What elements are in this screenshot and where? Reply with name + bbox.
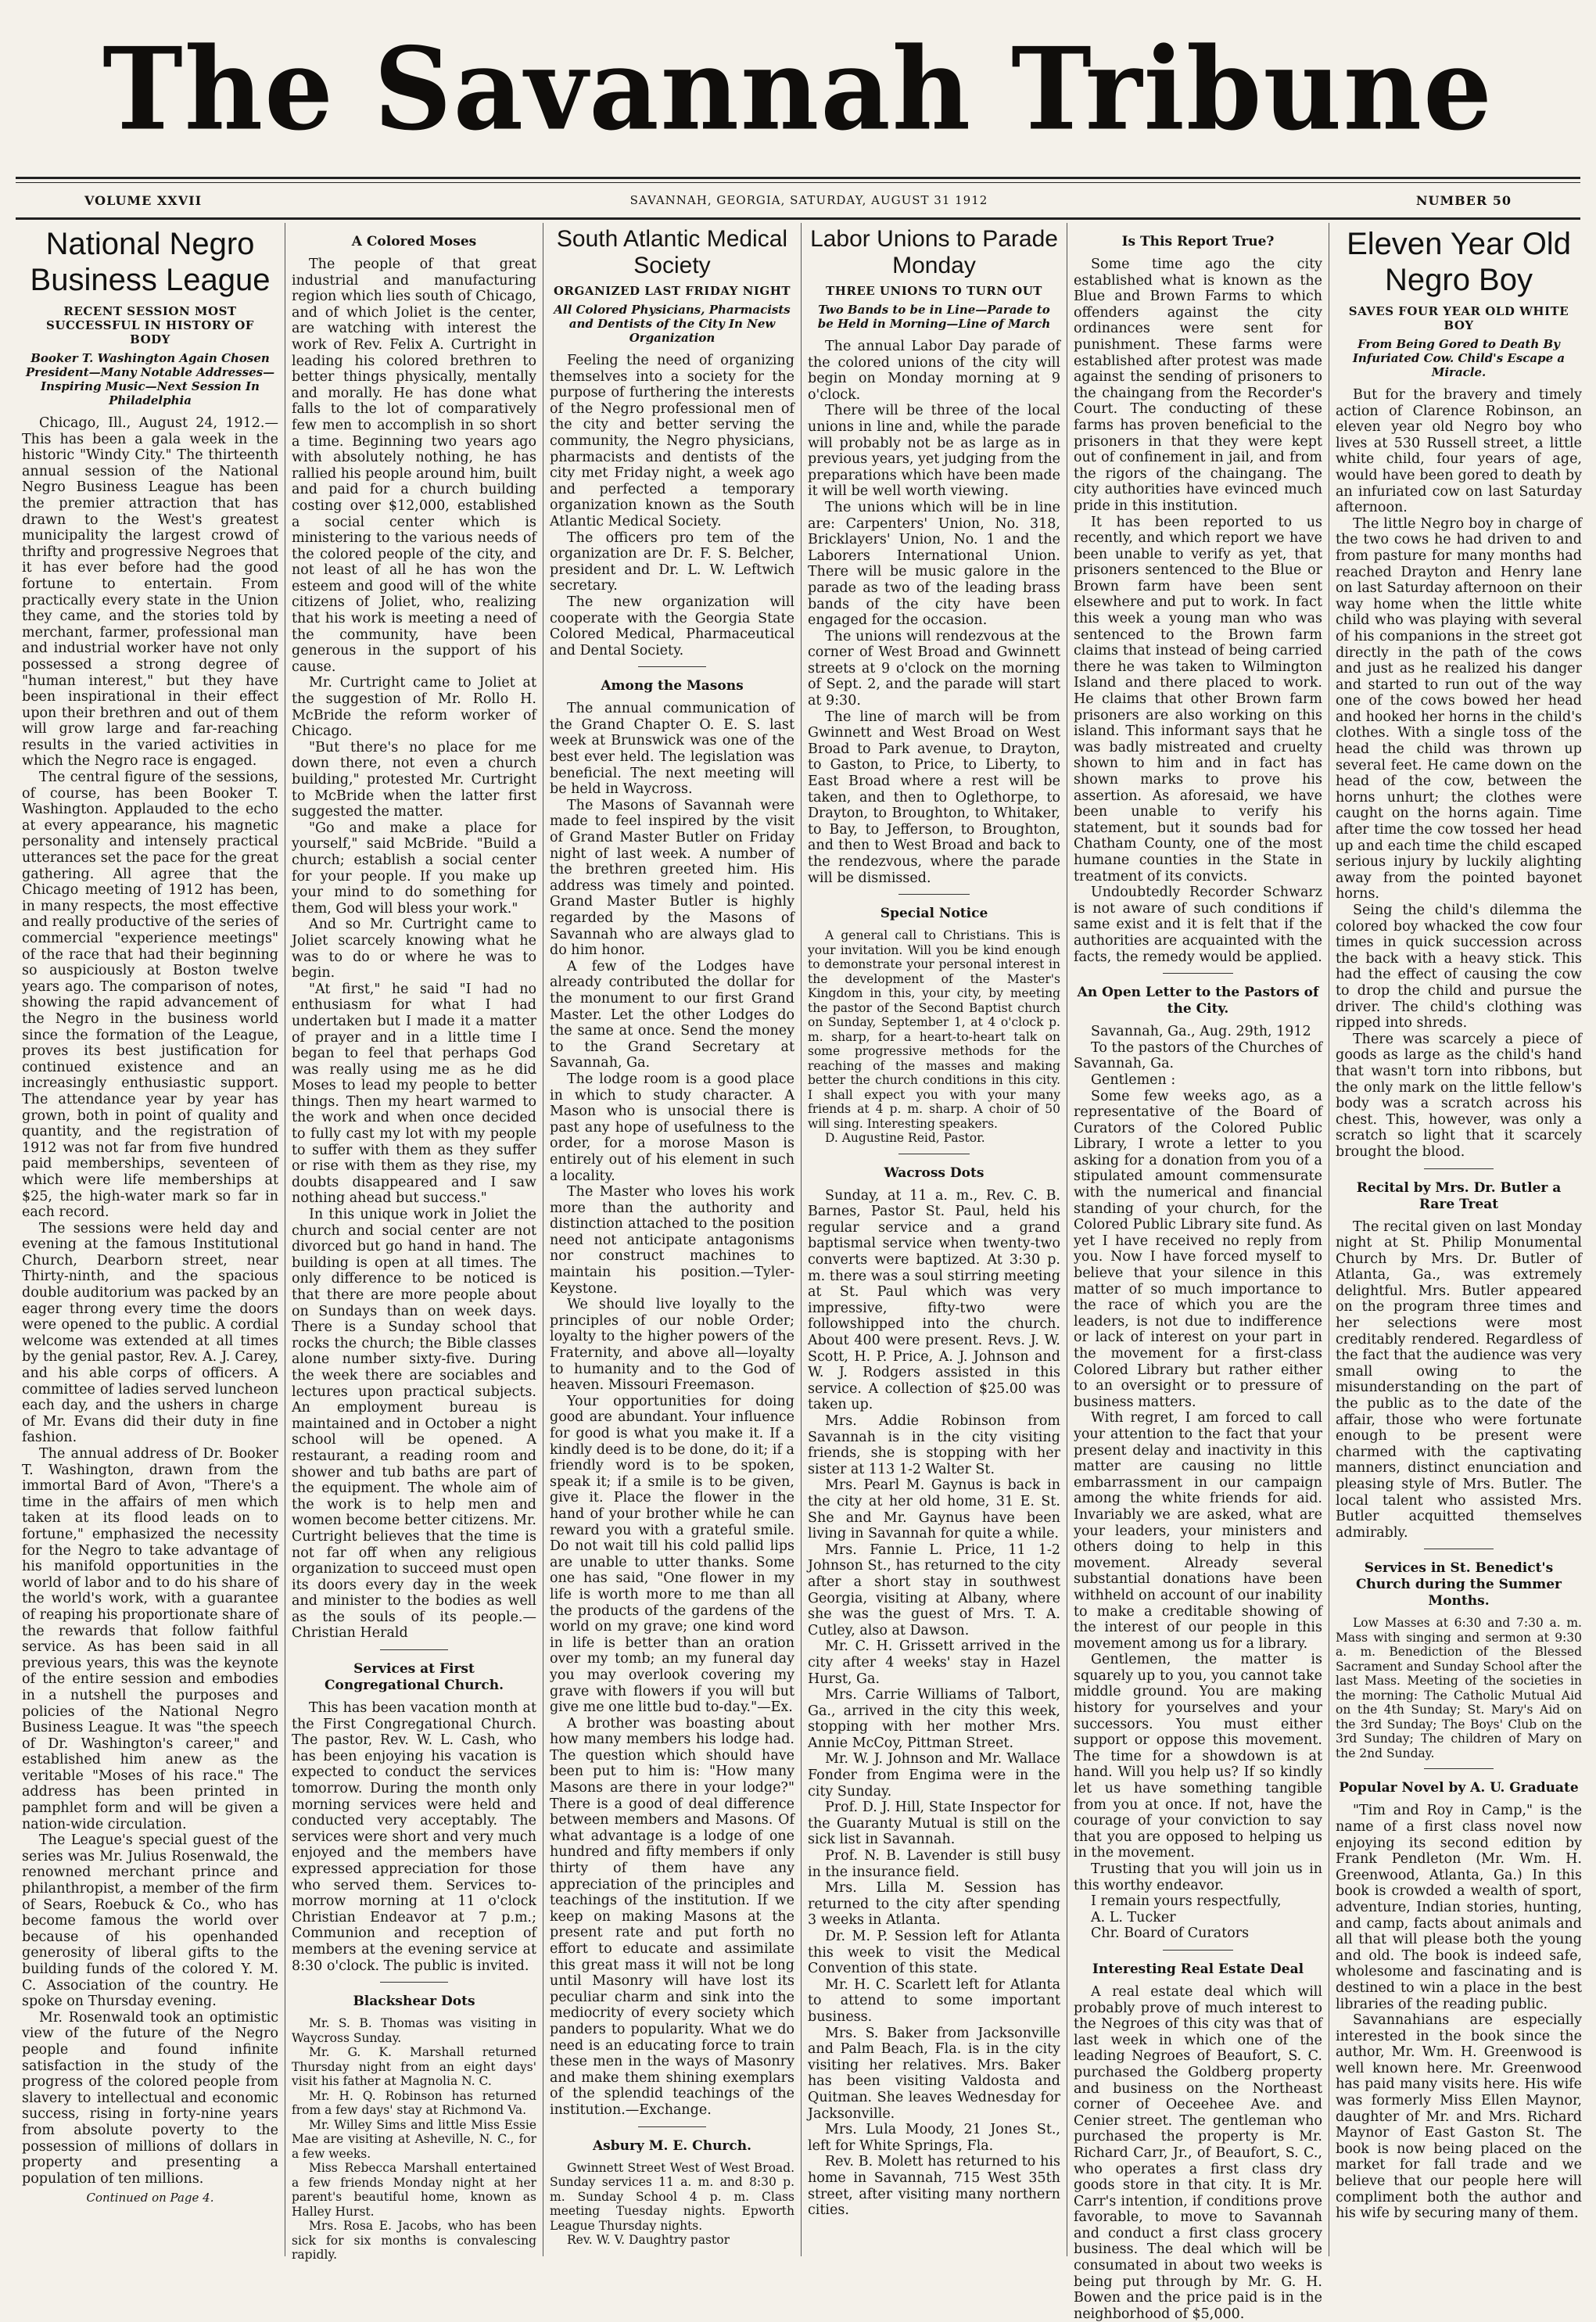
issue-number: NUMBER 50 — [1415, 192, 1512, 208]
paragraph: The League's special guest of the series was Mr. Julius Rosenwald, the renowned merchant prince and philanthropist, a member of the firm of Sears, Roebuck & Co., who has become famous the world over because of his openhanded generosity of liberal gifts to the building funds of the colored Y. M. C. Association of the country. He spoke on Thursday evening. — [22, 1832, 278, 2010]
article-body-report-true — [1074, 257, 1322, 965]
paragraph: The Masons of Savannah were made to feel inspired by the visit of Grand Master Butler on Friday night of last week. A number of the brethren greeted him. His address was timely and pointed. Grand Master Butler is highly regarded by the Masons of Savannah who are always glad to do him honor. — [550, 797, 794, 959]
paragraph: Mrs. Addie Robinson from Savannah is in the city visiting friends, she is stopping with her sister at 113 1-2 Walter St. — [808, 1413, 1060, 1477]
section-rule — [1424, 1168, 1493, 1169]
paragraph: Feeling the need of organizing themselves into a society for the purpose of furthering the interests of the Negro professional men of the city and better serving the community, the Negro physicians, pharmacists and dentists of the city met Friday night, a week ago and perfected a temporary organization known as the South Atlantic Medical Society. — [550, 353, 794, 529]
paragraph: Miss Rebecca Marshall entertained a few friends Monday night at her parent's beautiful home, known as Halley Hurst. — [292, 2161, 536, 2219]
section-rule — [380, 1982, 449, 1983]
paragraph: There was scarcely a piece of goods as large as the child's hand that wasn't torn into ribbons, but the only mark on the little fellow's body was a scratch across his chest. This, however, was only a scratch so light that it scarcely brought the blood. — [1336, 1031, 1582, 1160]
deck-medical-society: All Colored Physicians, Pharmacists and Dentists of the City In New Organization — [554, 303, 791, 345]
paragraph: Some time ago the city established what is known as the Blue and Brown Farms to which offenders against the city ordinances were sent for punishment. These farms were established after protest was made against the sending of prisoners to the chaingang from the Recorder's Court. The conducting of these farms has proven beneficial to the prisoners in that they were kept out of confinement in jail, and from the rigors of the chaingang. The city authorities have evinced much pride in this institution. — [1074, 257, 1322, 514]
paragraph: This has been vacation month at the First Congregational Church. The pastor, Rev. W. L. Cash, who has been enjoying his vacation is expected to conduct the services tomorrow. During the month only morning services were held and conducted very acceptably. The services were short and very much enjoyed and the members have expressed appreciation for those who served them. Services to-morrow morning at 11 o'clock Christian Endeavor at 7 p.m.; Communion and reception of members at the evening service at 8:30 o'clock. The public is invited. — [292, 1700, 536, 1974]
article-body-asbury-church — [550, 2161, 794, 2248]
article-columns — [16, 223, 1582, 2322]
column-4 — [802, 223, 1067, 2256]
headline-negro-boy: Eleven Year Old Negro Boy — [1347, 227, 1571, 297]
paragraph: We should live loyally to the principles of our noble Order; loyalty to the higher powers of the Fraternity, and above all—loyalty to humanity and to the God of heaven. Missouri Freemason. — [550, 1297, 794, 1394]
paragraph: I remain yours respectfully, — [1091, 1893, 1282, 1910]
headline-popular-novel: Popular Novel by A. U. Graduate — [1339, 1780, 1579, 1796]
article-body-negro-boy — [1336, 387, 1582, 1161]
paragraph: But for the bravery and timely action of Clarence Robinson, an eleven year old Negro boy who lives at 530 Russell street, a little white child, four years of age, would have been gored to death by an infuriated cow on last Saturday afternoon. — [1336, 387, 1582, 516]
article-body-first-congregational — [292, 1700, 536, 1974]
paragraph: Sunday, at 11 a. m., Rev. C. B. Barnes, Pastor St. Paul, held his regular service and a grand baptismal service when twenty-two converts were baptized. At 3:30 p. m. there was a soul stirring meeting at St. Paul which was very impressive, fifty-two were followshipped into the church. About 400 were present. Revs. J. W. Scott, H. P. Price, A. J. Johnson and W. J. Rodgers assisted in this service. A collection of $25.00 was taken up. — [808, 1187, 1060, 1413]
headline-blackshear-dots: Blackshear Dots — [353, 1994, 475, 2010]
article-body-labor-unions — [808, 339, 1060, 886]
paragraph: Mr. H. Q. Robinson has returned from a few days' stay at Richmond Va. — [292, 2088, 536, 2118]
paragraph: And so Mr. Curtright came to Joliet scarcely knowing what he was to do or where he was to begin. — [292, 917, 536, 982]
headline-st-benedicts: Services in St. Benedict's Church during the Summer Months. — [1356, 1560, 1562, 1610]
paragraph: Mrs. Fannie L. Price, 11 1-2 Johnson St., has returned to the city after a short stay in southwest Georgia, visiting at Albany, where she was the guest of Mrs. T. A. Cutley, also at Dawson. — [808, 1541, 1060, 1638]
article-body-popular-novel — [1336, 1803, 1582, 2221]
paragraph: The recital given on last Monday night at St. Philip Monumental Church by Mrs. Dr. Butler of Atlanta, Ga., was extremely delightful. Mrs. Butler appeared on the program three times and her selections were most creditably rendered. Regardless of the fact that the audience was very small owing to the misunderstanding on the part of the public as to the date of the affair, those who were fortunate enough to be present were charmed with the captivating manners, distinct enunciation and pleasing style of Mrs. Butler. The local talent who assisted Mrs. Butler acquitted themselves admirably. — [1336, 1218, 1582, 1541]
paragraph: Mr. C. H. Grissett arrived in the city after 4 weeks' stay in Hazel Hurst, Ga. — [808, 1638, 1060, 1687]
paragraph: There will be three of the local unions in line and, while the parade will probably not be as large as in previous years, yet judging from the preparations which have been made it will be well worth viewing. — [808, 403, 1060, 500]
paragraph: Gentlemen : — [1091, 1071, 1176, 1088]
paragraph: "Go and make a place for yourself," said McBride. "Build a church; establish a social center for your people. If you make up your mind to do something for them, God will bless your work." — [292, 820, 536, 917]
paragraph: Rev. W. V. Daughtry pastor — [567, 2233, 730, 2248]
place-date: SAVANNAH, GEORGIA, SATURDAY, AUGUST 31 1912 — [629, 193, 988, 207]
headline-business-league: National Negro Business League — [30, 227, 271, 297]
paragraph: Prof. N. B. Lavender is still busy in the insurance field. — [808, 1848, 1060, 1880]
section-rule — [380, 1649, 449, 1650]
article-body-special-notice — [808, 928, 1060, 1146]
article-body-real-estate — [1074, 1984, 1322, 2322]
volume-label: VOLUME XXVII — [84, 192, 203, 208]
paragraph: D. Augustine Reid, Pastor. — [825, 1131, 985, 1146]
paragraph: A real estate deal which will probably prove of much interest to the Negroes of this city was that of last week in which one of the leading Negroes of Beaufort, S. C. purchased the Goldberg property and business on the Northeast corner of Oeceehee Ave. and Cenier street. The gentleman who purchased the property is Mr. Richard Carr, Jr., of Beaufort, S. C., who operates a first class dry goods store in that city. It is Mr. Carr's intention, if conditions prove favorable, to move to Savannah and conduct a first class grocery business. The deal which will be consumated in about two weeks is being put through by Mr. G. H. Bowen and the price paid is in the neighborhood of $5,000. — [1074, 1983, 1322, 2322]
headline-wacross-dots: Wacross Dots — [884, 1165, 984, 1181]
paragraph: Mrs. Pearl M. Gaynus is back in the city at her old home, 31 E. St. She and Mr. Gaynus have been living in Savannah for quite a while. — [808, 1477, 1060, 1542]
paragraph: It has been reported to us recently, and which report we have been unable to verify as yet, that prisoners sentenced to the Blue or Brown farm have been sent elsewhere and put to work. In fact this week a young man who was sentenced to the Brown farm claims that instead of being carried there he was taken to Wilmington Island and there placed to work. He claims that other Brown farm prisoners are also working on this island. This informant says that he was badly mistreated and cruelty shown to him and in fact has shown marks to prove his assertion. As aforesaid, we have been unable to verify his statement, but it sounds bad for Chatham County, one of the most humane counties in the State in treatment of its convicts. — [1074, 514, 1322, 885]
paragraph: The annual Labor Day parade of the colored unions of the city will begin on Monday morning at 9 o'clock. — [808, 339, 1060, 403]
column-3 — [543, 223, 802, 2256]
paragraph: Mr. Willey Sims and little Miss Essie Mae are visiting at Asheville, N. C., for a few weeks. — [292, 2117, 536, 2161]
paragraph: The new organization will cooperate with the Georgia State Colored Medical, Pharmaceutical and Dental Society. — [550, 594, 794, 659]
section-rule — [898, 894, 969, 895]
paragraph: Chicago, Ill., August 24, 1912.—This has been a gala week in the historic "Windy City." The thirteenth annual session of the National Negro Business League has been the premier attraction that has drawn to the West's greatest municipality the largest crowd of thrifty and progressive Negroes that it has ever before had the good fortune to entertain. From practically every state in the Union they came, and the stories told by merchant, farmer, professional man and industrial worker have not only possessed a strong degree of "human interest," but they have been inspirational in their effect upon their brethren and out of them will grow large and far-reaching results in the varied activities in which the Negro race is engaged. — [22, 415, 278, 770]
article-body-among-masons — [550, 701, 794, 2118]
subhead-medical-society: ORGANIZED LAST FRIDAY NIGHT — [553, 284, 791, 298]
paragraph: Chr. Board of Curators — [1091, 1925, 1250, 1942]
paragraph: Mrs. S. Baker from Jacksonville and Palm Beach, Fla. is in the city visiting her relatives. Mrs. Baker has been visiting Valdosta and Quitman. She leaves Wednesday for Jacksonville. — [808, 2025, 1060, 2122]
paragraph: A few of the Lodges have already contributed the dollar for the monument to our first Grand Master. Let the other Lodges do the same at once. Send the money to the Grand Secretary at Savannah, Ga. — [550, 958, 794, 1071]
paragraph: Dr. M. P. Session left for Atlanta this week to visit the Medical Convention of this state. — [808, 1929, 1060, 1977]
dateline-rule — [16, 217, 1580, 220]
paragraph: The lodge room is a good place in which to study character. A Mason who is unsocial there is past any hope of usefulness to the order, for a morose Mason is entirely out of his element in such a locality. — [550, 1071, 794, 1184]
article-body-colored-moses — [292, 257, 536, 1642]
paragraph: Seing the child's dilemma the colored boy whacked the cow four times in quick succession across the back with a heavy stick. This had the effect of causing the cow to drop the child and pursue the driver. The child's clothing was ripped into shreds. — [1336, 903, 1582, 1032]
paragraph: Mr. H. C. Scarlett left for Atlanta to attend to some important business. — [808, 1976, 1060, 2025]
deck-negro-boy: From Being Gored to Death By Infuriated Cow. Child's Escape a Miracle. — [1352, 337, 1566, 379]
article-body-st-benedicts — [1336, 1616, 1582, 1760]
article-body-business-league — [22, 415, 278, 2187]
section-rule — [1424, 1768, 1493, 1769]
paragraph: The unions will rendezvous at the corner of West Broad and Gwinnett streets at 9 o'clock on the morning of Sept. 2, and the parade will start at 9:30. — [808, 628, 1060, 709]
subhead-labor-unions: THREE UNIONS TO TURN OUT — [826, 284, 1042, 298]
paragraph: A brother was boasting about how many members his lodge had. The question which should have been put to him is: "How many Masons are there in your lodge?" There is a good of deal difference between members and Masons. Of what advantage is a lodge of one hundred and fifty members if only thirty of them have any appreciation of the principles and teachings of the institution. If we keep on making Masons at the present rate and put forth no effort to educate and assimilate this great mass it will not be long until Masonry will have lost its peculiar charm and sink into the mediocrity of every society which panders to popularity. What we do need is an educating force to train these men in the ways of Masonry and make them shining exemplars of the splendid teachings of the institution.—Exchange. — [550, 1715, 794, 2118]
deck-business-league: Booker T. Washington Again Chosen President—Many Notable Addresses—Inspiring Music—Next Session In Philadelphia — [25, 351, 275, 407]
paragraph: The central figure of the sessions, of course, has been Booker T. Washington. Applauded to the echo at every appearance, his magnetic personality and intensely practical utterances set the pace for the great gathering. All agree that the Chicago meeting of 1912 has been, in many respects, the most effective and really productive of the series of commercial "experience meetings" of the race that had their beginning so auspiciously at Boston twelve years ago. The comparison of notes, showing the rapid advancement of the Negro in the business world since the formation of the League, proves its best justification for continued existence and an increasingly enthusiastic support. The attendance year by year has grown, both in point of quality and quantity, and the registration of 1912 was not far from five hundred paid memberships, seventeen of which were life memberships at $25, the high-water mark so far in each record. — [22, 770, 278, 1221]
headline-real-estate: Interesting Real Estate Deal — [1092, 1961, 1304, 1977]
paragraph: Rev. B. Molett has returned to his home in Savannah, 715 West 35th street, after visiting many northern cities. — [808, 2154, 1060, 2219]
paragraph: Prof. D. J. Hill, State Inspector for the Guaranty Mutual is still on the sick list in Savannah. — [808, 1800, 1060, 1848]
paragraph: In this unique work in Joliet the church and social center are not divorced but go hand in hand. The building is open at all times. The only difference to be noticed is that there are more people about on Sundays than on week days. There is a Sunday school that rocks the church; the Bible classes alone number sixty-five. During the week there are sociables and lectures upon practical subjects. An employment bureau is maintained and in October a night school will be opened. A restaurant, a reading room and shower and tub baths are part of the equipment. The whole aim of the work is to help men and women become better citizens. Mr. Curtright believes that the time is not far off when any religious organization to succeed must open its doors every day in the week and minister to the bodies as well as the souls of its people.—Christian Herald — [292, 1207, 536, 1642]
section-rule — [638, 666, 707, 667]
headline-asbury-church: Asbury M. E. Church. — [592, 2137, 752, 2154]
headline-open-letter: An Open Letter to the Pastors of the City. — [1077, 985, 1319, 1017]
article-body-medical-society — [550, 353, 794, 659]
column-6 — [1329, 223, 1588, 2256]
headline-labor-unions: Labor Unions to Parade Monday — [810, 226, 1058, 278]
column-2 — [285, 223, 543, 2263]
paragraph: The people of that great industrial and manufacturing region which lies south of Chicago, and of which Joliet is the center, are watching with interest the work of Rev. Felix A. Curtright in leading his colored brethren to better things physically, mentally and morally. He has done what falls to the lot of comparatively few men to accomplish in so short a time. Beginning two years ago with absolutely nothing, he has rallied his people around him, built and paid for a church building costing over $12,000, established a social center which is ministering to the various needs of the colored people of the city, and not least of all he has won the esteem and good will of the white citizens of Joliet, who, realizing that his work is meeting a need of the community, have been generous in the support of his cause. — [292, 257, 536, 675]
paragraph: Mrs. Rosa E. Jacobs, who has been sick for six months is convalescing rapidly. — [292, 2219, 536, 2263]
paragraph: Some few weeks ago, as a representative of the Board of Curators of the Colored Public Library, I wrote a letter to you asking for a donation from you of a stipulated amount commensurate with the numerical and financial standing of your church, for the Colored Public Library site fund. As yet I have received no reply from you. Now I have forced myself to believe that your silence in this matter of so much importance to the race of which you are the leaders, is not due to indifference or lack of interest on your part in the movement for a first-class Colored Library but rather either to an oversight or to pressure of business matters. — [1074, 1088, 1322, 1410]
dateline — [8, 183, 1588, 217]
paragraph: The annual communication of the Grand Chapter O. E. S. last week at Brunswick was one of the best ever held. The legislation was beneficial. The next meeting will be held in Waycross. — [550, 701, 794, 798]
paragraph: Mr. S. B. Thomas was visiting in Waycross Sunday. — [292, 2016, 536, 2045]
paragraph: Gwinnett Street West of West Broad. Sunday services 11 a. m. and 8:30 p. m. Sunday School 4 p. m. Class meeting Tuesday nights. Epworth League Thursday nights. — [550, 2160, 794, 2233]
headline-colored-moses: A Colored Moses — [351, 234, 477, 249]
column-5 — [1067, 223, 1329, 2322]
column-1 — [16, 223, 285, 2256]
section-rule — [1163, 1950, 1232, 1951]
deck-labor-unions: Two Bands to be in Line—Parade to be Held in Morning—Line of March — [817, 303, 1051, 331]
paragraph: The Master who loves his work more than the authority and distinction attached to the position need not anticipate antagonisms nor construct machines to maintain his position.—Tyler-Keystone. — [550, 1184, 794, 1297]
headline-recital: Recital by Mrs. Dr. Butler a Rare Treat — [1356, 1179, 1562, 1212]
paragraph: Your opportunities for doing good are abundant. Your influence for good is what you make it. If a kindly deed is to be done, do it; if a friendly word is to be spoken, speak it; if a smile is to be given, give it. Place the flower in the hand of your brother while he can reward you with a grateful smile. Do not wait till his cold pallid lips are unable to utter thanks. Some one has said, "One flower in my life is worth more to me than all the products of the gardens of the world on my grave; one kind word in life is better than an oration over my tomb; an my funeral day you may overlook covering my grave with flowers if you will but give me one little bud to-day."—Ex. — [550, 1393, 794, 1716]
paragraph: Mr. Rosenwald took an optimistic view of the future of the Negro people and found infinite satisfaction in the study of the progress of the colored people from slavery to intellectual and economic success, rising in forty-nine years from absolute poverty to the possession of millions of dollars in property and presenting a population of ten millions. — [22, 2009, 278, 2187]
section-rule — [1163, 973, 1232, 974]
paragraph: To the pastors of the Churches of Savannah, Ga. — [1074, 1039, 1322, 1072]
subhead-negro-boy: SAVES FOUR YEAR OLD WHITE BOY — [1348, 304, 1569, 332]
masthead-title: The Savannah Tribune — [102, 21, 1494, 156]
paragraph: Savannah, Ga., Aug. 29th, 1912 — [1091, 1024, 1311, 1040]
paragraph: Mrs. Carrie Williams of Talbort, Ga., arrived in the city this week, stopping with her mother Mrs. Annie McCoy, Pittman Street. — [808, 1687, 1060, 1751]
paragraph: Mr. G. K. Marshall returned Thursday night from an eight days' visit his father at Magnolia N. C. — [292, 2045, 536, 2089]
paragraph: Mrs. Lilla M. Session has returned to the city after spending 3 weeks in Atlanta. — [808, 1880, 1060, 1929]
headline-first-congregational: Services at First Congregational Church. — [324, 1661, 504, 1694]
article-body-open-letter — [1074, 1024, 1322, 1942]
headline-medical-society: South Atlantic Medical Society — [556, 226, 788, 278]
paragraph: Trusting that you will join us in this worthy endeavor. — [1074, 1861, 1322, 1893]
paragraph: With regret, I am forced to call your attention to the fact that your present delay and inactivity in this matter are causing no little embarrassment in our campaign among the white friends for aid. Invariably we are asked, what are your leaders, your ministers and others doing to help in this movement. Already several substantial donations have been withheld on account of our inability to make a creditable showing of the interest of our people in this movement among us for a library. — [1074, 1410, 1322, 1652]
section-rule — [638, 2126, 707, 2127]
paragraph: Gentlemen, the matter is squarely up to you, you cannot take middle ground. You are making history for yourselves and your successors. You must either support or oppose this movement. The time for a showdown is at hand. Will you help us? If so kindly let us have something tangible from you at once. If not, have the courage of your conviction to say that you are opposed to helping us in the movement. — [1074, 1652, 1322, 1861]
subhead-business-league: RECENT SESSION MOST SUCCESSFUL IN HISTORY OF BODY — [46, 304, 254, 346]
paragraph: Savannahians are especially interested in the book since the author, Mr. Wm. H. Greenwood is well known here. Mr. Greenwood has paid many visits here. His wife was formerly Miss Ellen Maynor, daughter of Mr. and Mrs. Richard Maynor of East Gaston St. The book is now being placed on the market for fall trade and we believe that our people here will compliment both the author and his wife by securing many of them. — [1336, 2012, 1582, 2222]
paragraph: The line of march will be from Gwinnett and West Broad on West Broad to Park avenue, to Drayton, to Gaston, to Price, to Liberty, to East Broad where a rest will be taken, and then to Oglethorpe, to Drayton, to Broughton, to Whitaker, to Bay, to Jefferson, to Broughton, and then to West Broad and back to the rendezvous, where the parade will be dismissed. — [808, 709, 1060, 886]
headline-among-masons: Among the Masons — [601, 678, 744, 694]
paragraph: The officers pro tem of the organization are Dr. F. S. Belcher, president and Dr. L. W. Leftwich secretary. — [550, 529, 794, 594]
paragraph: The unions which will be in line are: Carpenters' Union, No. 318, Bricklayers' Union, No. 1 and the Laborers International Union. There will be music galore in the parade as two of the leading brass bands of the city have been engaged for the occasion. — [808, 499, 1060, 629]
paragraph: A. L. Tucker — [1091, 1909, 1176, 1925]
headline-report-true: Is This Report True? — [1121, 234, 1275, 249]
paragraph: Mr. W. J. Johnson and Mr. Wallace Fonder from Engima were in the city Sunday. — [808, 1751, 1060, 1800]
paragraph: The annual address of Dr. Booker T. Washington, drawn from the immortal Bard of Avon, "There's a time in the affairs of men which taken at its flood leads on to fortune," emphasized the necessity for the Negro to take advantage of his manifold opportunities in the world of labor and to do his share of the world's work, with a guarantee of reaping his proportionate share of the rewards that follow faithful service. As has been said in all previous years, this was the keynote of the entire session and embodies in a nutshell the purposes and policies of the National Negro Business League. It was "the speech of Dr. Washington's career," and established him anew as the veritable "Moses of his race." The address has been printed in pamphlet form and will be given a nation-wide circulation. — [22, 1446, 278, 1832]
paragraph: "Tim and Roy in Camp," is the name of a first class novel now enjoying its second edition by Frank Pendleton (Mr. Wm. H. Greenwood, Atlanta, Ga.) In this book is crowded a wealth of sport, adventure, Indian stories, hunting, and camp, facts about animals and all that will please both the young and old. The book is indeed safe, wholesome and fascinating and is destined to win a place in the best libraries of the reading public. — [1336, 1803, 1582, 2012]
paragraph: The sessions were held day and evening at the famous Institutional Church, Dearborn street, near Thirty-ninth, and the spacious double auditorium was packed by an eager throng every time the doors were opened to the public. A cordial welcome was extended at all times by the genial pastor, Rev. A. J. Carey, and his able corps of officers. A committee of ladies served luncheon each day, and the ushers in charge of Mr. Evans did their duty in fine fashion. — [22, 1220, 278, 1446]
paragraph: Low Masses at 6:30 and 7:30 a. m. Mass with singing and sermon at 9:30 a. m. Benediction of the Blessed Sacrament and Sunday School after the last Mass. Meeting of the societies in the morning: The Catholic Mutual Aid on the 4th Sunday; St. Mary's Aid on the 3rd Sunday; The Boys' Club on the 3rd Sunday; The children of Mary on the 2nd Sunday. — [1336, 1616, 1582, 1760]
paragraph: "At first," he said "I had no enthusiasm for what I had undertaken but I made it a matter of prayer and in a little time I began to feel that perhaps God was really using me as he did Moses to lead my people to better things. Then my heart warmed to the work and when once decided to fully cast my lot with my people to suffer with them as they suffer or rise with them as they rise, my doubts disappeared and I saw nothing ahead but success." — [292, 981, 536, 1207]
paragraph: "But there's no place for me down there, not even a church building," protested Mr. Curtright to McBride when the latter first suggested the matter. — [292, 739, 536, 820]
paragraph: Mr. Curtright came to Joliet at the suggestion of Mr. Rollo H. McBride the reform worker of Chicago. — [292, 675, 536, 740]
headline-special-notice: Special Notice — [880, 906, 988, 922]
article-body-recital — [1336, 1219, 1582, 1541]
paragraph: A general call to Christians. This is your invitation. Will you be kind enough to demonstrate your personal interest in the development of the Master's Kingdom in this, your city, by meeting the pastor of the Second Baptist church on Sunday, September 1, at 4 o'clock p. m. sharp, for a heart-to-heart talk on some progressive methods for the reaching of the masses and making better the church conditions in this city. I shall expect you with your many friends at 4 p. m. sharp. A choir of 50 will sing. Interesting speakers. — [808, 928, 1060, 1131]
article-body-wacross-dots — [808, 1188, 1060, 2219]
continued-note: Continued on Page 4. — [86, 2191, 214, 2205]
paragraph: Mrs. Lula Moody, 21 Jones St., left for White Springs, Fla. — [808, 2122, 1060, 2154]
paragraph: Undoubtedly Recorder Schwarz is not aware of such conditions if same exist and it is felt that if the authorities are acquainted with the facts, the remedy would be applied. — [1074, 885, 1322, 965]
paragraph: The little Negro boy in charge of the two cows he had driven to and from pasture for many months had reached Drayton and Henry lane on last Saturday afternoon on their way home when the little white child who was playing with several of his companions in the street got directly in the path of the cows and just as he realized his danger and started to run out of the way one of the cows bowed her head and hooked her horns in the child's clothes. With a single toss of the head the child was thrown up several feet. He came down on the head of the cow, between the horns unhurt; the clothes were caught on the horns again. Time after time the cow tossed her head up and each time the child escaped serious injury by luckily alighting away from the pointed bayonet horns. — [1336, 515, 1582, 903]
article-body-blackshear-dots — [292, 2016, 536, 2263]
